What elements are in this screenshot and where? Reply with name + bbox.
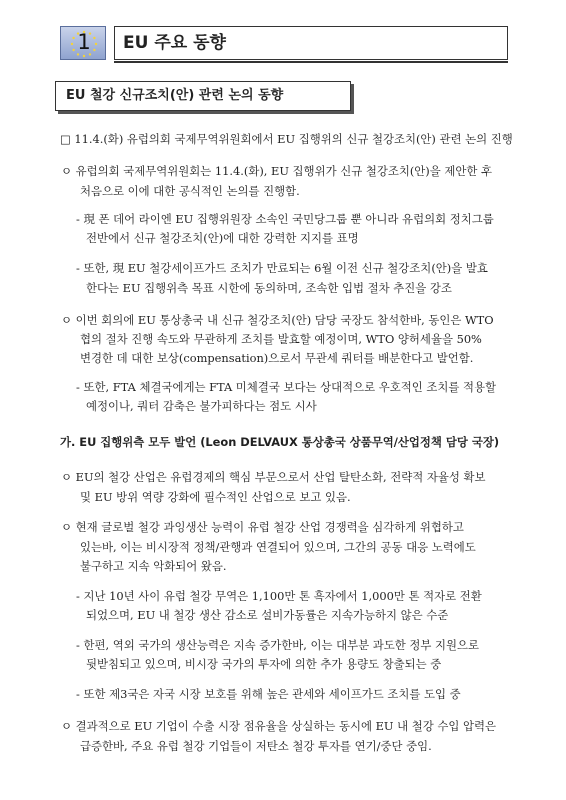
p2-line-2: 협의 절차 진행 속도와 무관하게 조치를 발효할 예정이며, WTO 양허세율을 50%: [80, 332, 482, 346]
p2-dash1-line-1: - 또한, FTA 체결국에게는 FTA 미체결국 보다는 상대적으로 우호적인 조치를 적용할: [76, 380, 496, 394]
p4-line-3: 불구하고 지속 악화되어 왔음.: [80, 559, 227, 573]
title-underline: [114, 61, 508, 63]
p1-dash2-line-2: 한다는 EU 집행위측 목표 시한에 동의하며, 조속한 입법 절차 추진을 강조: [86, 281, 452, 295]
p4-dash1-line-1: - 지난 10년 사이 유럽 철강 무역은 1,100만 톤 흑자에서 1,000만 톤 적자로 전환: [76, 589, 482, 603]
p2-line-3: 변경한 데 대한 보상(compensation)으로서 무관세 쿼터를 배분한다고 발언함.: [80, 351, 474, 365]
p4-dash2-line-2: 뒷받침되고 있으며, 비시장 국가의 투자에 의한 추가 용량도 창출되는 중: [86, 657, 442, 671]
p4-dash1-line-2: 되었으며, EU 내 철강 생산 감소로 설비가동률은 지속가능하지 않은 수준: [86, 608, 449, 622]
p1-dash2-line-1: - 또한, 現 EU 철강세이프가드 조치가 만료되는 6월 이전 신규 철강조치(안)을 발효: [76, 261, 488, 275]
p1-dash1-line-2: 전반에서 신규 철강조치(안)에 대한 강력한 지지를 표명: [86, 231, 359, 245]
chapter-header: [60, 26, 510, 62]
p3-line-2: 및 EU 방위 역량 강화에 필수적인 산업으로 보고 있음.: [80, 490, 351, 504]
p4-line-1: ㅇ 현재 글로벌 철강 과잉생산 능력이 유럽 철강 산업 경쟁력을 심각하게 위협하고: [61, 520, 464, 534]
chapter-title: EU 주요 동향: [114, 26, 508, 60]
section-title: EU 철강 신규조치(안) 관련 논의 동향: [55, 81, 351, 111]
chapter-number: 1: [77, 30, 91, 54]
subheading: 가. EU 집행위측 모두 발언 (Leon DELVAUX 통상총국 상품무역/산업정책 담당 국장): [60, 435, 500, 449]
p3-line-1: ㅇ EU의 철강 산업은 유럽경제의 핵심 부문으로서 산업 탈탄소화, 전략적 자율성 확보: [61, 470, 486, 484]
p5-line-1: ㅇ 결과적으로 EU 기업이 수출 시장 점유율을 상실하는 동시에 EU 내 철강 수입 압력은: [61, 719, 497, 733]
p4-line-2: 있는바, 이는 비시장적 정책/관행과 연결되어 있으며, 그간의 공동 대응 노력에도: [80, 540, 476, 554]
p2-dash1-line-2: 예정이나, 쿼터 감축은 불가피하다는 점도 시사: [86, 399, 317, 413]
p1-dash1-line-1: - 現 폰 데어 라이엔 EU 집행위원장 소속인 국민당그룹 뿐 아니라 유럽의회 정치그룹: [76, 212, 494, 226]
p2-line-1: ㅇ 이번 회의에 EU 통상총국 내 신규 철강조치(안) 담당 국장도 참석한바, 동인은 WTO: [61, 313, 494, 327]
p1-line-2: 처음으로 이에 대한 공식적인 논의를 진행함.: [80, 184, 300, 198]
summary-line: □ 11.4.(화) 유럽의회 국제무역위원회에서 EU 집행위의 신규 철강조치(안) 관련 논의 진행: [60, 132, 513, 146]
p4-dash3-line-1: - 또한 제3국은 자국 시장 보호를 위해 높은 관세와 세이프가드 조치를 도입 중: [76, 687, 461, 701]
chapter-number-badge: [60, 26, 106, 60]
p1-line-1: ㅇ 유럽의회 국제무역위원회는 11.4.(화), EU 집행위가 신규 철강조치(안)을 제안한 후: [61, 164, 492, 178]
p4-dash2-line-1: - 한편, 역외 국가의 생산능력은 지속 증가한바, 이는 대부분 과도한 정부 지원으로: [76, 638, 480, 652]
p5-line-2: 급증한바, 주요 유럽 철강 기업들이 저탄소 철강 투자를 연기/중단 중임.: [80, 739, 432, 753]
